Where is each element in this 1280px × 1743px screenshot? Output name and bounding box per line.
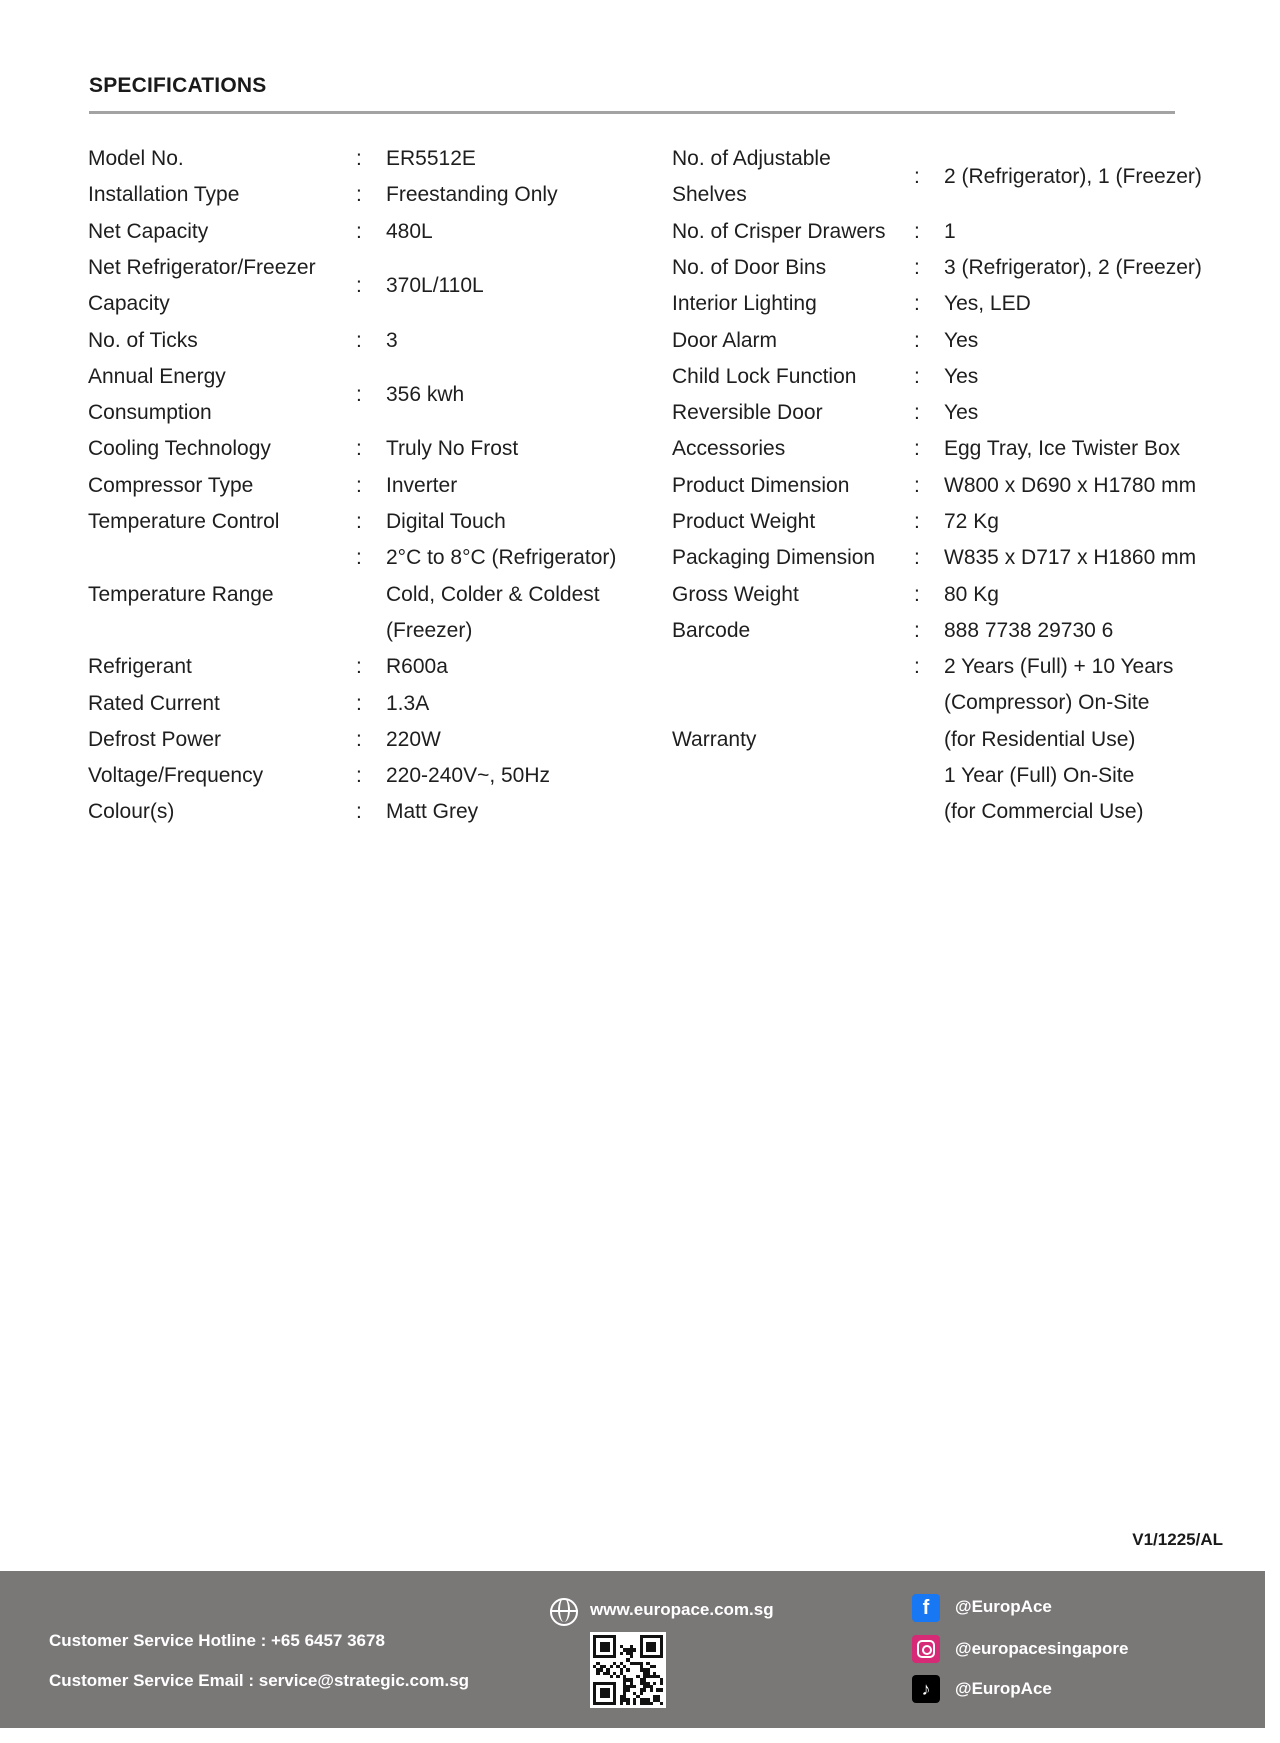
spec-colon: : xyxy=(914,618,920,642)
spec-value-line: 2 (Refrigerator), 1 (Freezer) xyxy=(944,165,1202,189)
spec-colon: : xyxy=(914,292,920,316)
spec-row xyxy=(0,250,1280,286)
spec-value-line: 1.3A xyxy=(386,691,430,715)
spec-label-line: No. of Crisper Drawers xyxy=(672,219,886,243)
spec-row xyxy=(0,577,1280,613)
spec-colon: : xyxy=(356,183,362,207)
spec-value xyxy=(944,613,1113,649)
spec-label xyxy=(672,214,886,250)
spec-value xyxy=(944,649,1173,830)
instagram-handle[interactable]: @europacesingapore xyxy=(955,1639,1129,1658)
spec-label-line: Interior Lighting xyxy=(672,292,817,316)
instagram-icon xyxy=(912,1635,940,1663)
spec-label xyxy=(672,504,815,540)
spec-row xyxy=(0,431,1280,467)
spec-label-line: Annual Energy xyxy=(88,364,226,388)
spec-label xyxy=(672,359,856,395)
spec-label-line: Colour(s) xyxy=(88,800,175,824)
spec-colon: : xyxy=(914,255,920,279)
spec-label-line: Cooling Technology xyxy=(88,437,271,461)
globe-icon xyxy=(550,1598,578,1626)
spec-value-line: 72 Kg xyxy=(944,510,999,533)
spec-colon: : xyxy=(356,219,362,243)
spec-colon: : xyxy=(914,401,920,425)
spec-label-line: Accessories xyxy=(672,437,786,461)
spec-label xyxy=(672,722,756,758)
spec-value-line: Truly No Frost xyxy=(386,437,519,461)
email-text: Customer Service Email : service@strategic.com.sg xyxy=(49,1671,470,1690)
spec-value-line: Yes xyxy=(944,328,979,352)
spec-value-line: 1 Year (Full) On-Site xyxy=(944,764,1135,788)
spec-value-line: 2°C to 8°C (Refrigerator) xyxy=(386,546,617,570)
spec-label-line: Consumption xyxy=(88,401,212,425)
spec-value-line: W835 x D717 x H1860 mm xyxy=(944,546,1197,570)
divider xyxy=(89,111,1175,114)
spec-label xyxy=(672,286,817,322)
spec-label-line: Gross Weight xyxy=(672,582,799,606)
spec-row xyxy=(0,649,1280,831)
spec-value xyxy=(944,159,1202,195)
spec-colon: : xyxy=(356,655,362,679)
spec-label-line: No. of Adjustable xyxy=(672,147,831,170)
spec-value-line: Yes, LED xyxy=(944,292,1031,316)
spec-row xyxy=(0,468,1280,504)
spec-label-line: Defrost Power xyxy=(88,727,222,751)
spec-row xyxy=(0,613,1280,649)
spec-row xyxy=(0,323,1280,359)
spec-colon: : xyxy=(356,437,362,461)
spec-label-line: Net Refrigerator/Freezer xyxy=(88,255,316,279)
spec-value xyxy=(944,214,956,250)
spec-colon: : xyxy=(914,165,920,189)
spec-colon: : xyxy=(356,274,362,298)
spec-value-line: (for Residential Use) xyxy=(944,727,1136,751)
spec-label-line: Shelves xyxy=(672,183,747,207)
spec-label-line: No. of Door Bins xyxy=(672,255,827,279)
spec-label-line: Net Capacity xyxy=(88,219,209,243)
spec-label xyxy=(672,395,823,431)
spec-label-line: Refrigerant xyxy=(88,655,192,679)
spec-label-line: Temperature Control xyxy=(88,510,280,533)
spec-label-line: Voltage/Frequency xyxy=(88,764,264,788)
spec-value-line: Egg Tray, Ice Twister Box xyxy=(944,437,1181,461)
spec-colon: : xyxy=(914,546,920,570)
spec-label-line: Packaging Dimension xyxy=(672,546,876,570)
spec-label-line: No. of Ticks xyxy=(88,328,198,352)
hotline-text: Customer Service Hotline : +65 6457 3678 xyxy=(49,1631,385,1650)
page-title: SPECIFICATIONS xyxy=(89,74,267,97)
spec-colon: : xyxy=(356,691,362,715)
spec-colon: : xyxy=(356,510,362,533)
spec-value-line: Freestanding Only xyxy=(386,183,558,207)
spec-colon: : xyxy=(356,727,362,751)
spec-label-line: Temperature Range xyxy=(88,582,274,606)
spec-row xyxy=(0,504,1280,540)
spec-label xyxy=(672,468,849,504)
spec-colon: : xyxy=(356,147,362,170)
spec-value-line: Inverter xyxy=(386,473,458,497)
spec-colon: : xyxy=(914,328,920,352)
spec-label-line: Product Dimension xyxy=(672,473,850,497)
spec-value-line: W800 x D690 x H1780 mm xyxy=(944,473,1197,497)
spec-value-line: 80 Kg xyxy=(944,582,999,606)
spec-row xyxy=(0,359,1280,395)
spec-colon: : xyxy=(356,546,362,570)
spec-value-line: 2 Years (Full) + 10 Years xyxy=(944,655,1174,679)
spec-value xyxy=(944,250,1202,286)
spec-row xyxy=(0,540,1280,576)
spec-label-line: Capacity xyxy=(88,292,170,316)
spec-colon: : xyxy=(356,473,362,497)
spec-value-line: 480L xyxy=(386,219,433,243)
facebook-handle[interactable]: @EuropAce xyxy=(955,1597,1052,1616)
footer xyxy=(0,1571,1265,1728)
spec-label-line: Reversible Door xyxy=(672,401,823,425)
spec-value xyxy=(944,504,999,540)
spec-colon: : xyxy=(356,800,362,824)
spec-value xyxy=(944,323,978,359)
spec-label-line: Warranty xyxy=(672,727,757,751)
spec-colon: : xyxy=(914,219,920,243)
spec-colon: : xyxy=(356,764,362,788)
spec-value-line: 3 (Refrigerator), 2 (Freezer) xyxy=(944,255,1202,279)
spec-value-line: Yes xyxy=(944,364,979,388)
spec-colon: : xyxy=(914,437,920,461)
spec-label xyxy=(672,250,826,286)
spec-value-line: 3 xyxy=(386,328,398,352)
spec-label xyxy=(672,613,750,649)
spec-value xyxy=(944,359,978,395)
spec-value xyxy=(944,577,999,613)
spec-label-line: Rated Current xyxy=(88,691,220,715)
spec-label-line: Child Lock Function xyxy=(672,364,857,388)
spec-label xyxy=(672,431,785,467)
spec-value-line: 356 kwh xyxy=(386,382,465,406)
website-link[interactable]: www.europace.com.sg xyxy=(590,1600,774,1619)
spec-value-line: (Freezer) xyxy=(386,618,473,642)
spec-label-line: Model No. xyxy=(88,147,184,170)
spec-row xyxy=(0,395,1280,431)
spec-row xyxy=(0,286,1280,322)
spec-value-line: Yes xyxy=(944,401,979,425)
spec-label xyxy=(672,577,799,613)
spec-value-line: 370L/110L xyxy=(386,274,484,298)
qr-code-icon xyxy=(590,1632,666,1708)
tiktok-handle[interactable]: @EuropAce xyxy=(955,1679,1052,1698)
spec-label xyxy=(672,540,875,576)
spec-value-line: (for Commercial Use) xyxy=(944,800,1144,824)
spec-label xyxy=(672,141,831,214)
spec-row xyxy=(0,214,1280,250)
facebook-icon: f xyxy=(912,1594,940,1622)
spec-colon: : xyxy=(914,655,920,679)
spec-label-line: Installation Type xyxy=(88,183,240,207)
spec-value xyxy=(944,468,1196,504)
spec-value xyxy=(944,540,1196,576)
spec-value xyxy=(944,431,1180,467)
spec-label-line: Barcode xyxy=(672,618,751,642)
tiktok-icon: ♪ xyxy=(912,1675,940,1703)
spec-label-line: Door Alarm xyxy=(672,328,778,352)
spec-colon: : xyxy=(914,510,920,533)
spec-value-line: 220-240V~, 50Hz xyxy=(386,764,551,788)
spec-value-line: Digital Touch xyxy=(386,510,506,533)
spec-value-line: 888 7738 29730 6 xyxy=(944,618,1114,642)
spec-label-line: Compressor Type xyxy=(88,473,254,497)
spec-value-line: ER5512E xyxy=(386,147,476,170)
spec-value-line: Cold, Colder & Coldest xyxy=(386,582,600,606)
spec-colon: : xyxy=(914,473,920,497)
spec-colon: : xyxy=(914,364,920,388)
spec-colon: : xyxy=(914,582,920,606)
spec-colon: : xyxy=(356,328,362,352)
spec-row xyxy=(0,141,1280,214)
spec-label xyxy=(672,323,777,359)
version-code: V1/1225/AL xyxy=(1132,1530,1223,1549)
spec-value-line: (Compressor) On-Site xyxy=(944,691,1150,715)
spec-value xyxy=(944,286,1031,322)
spec-value-line: 220W xyxy=(386,727,441,751)
spec-value xyxy=(944,395,978,431)
spec-value-line: Matt Grey xyxy=(386,800,479,824)
spec-value-line: R600a xyxy=(386,655,448,679)
spec-value-line: 1 xyxy=(944,219,956,243)
spec-colon: : xyxy=(356,382,362,406)
spec-label-line: Product Weight xyxy=(672,510,816,533)
